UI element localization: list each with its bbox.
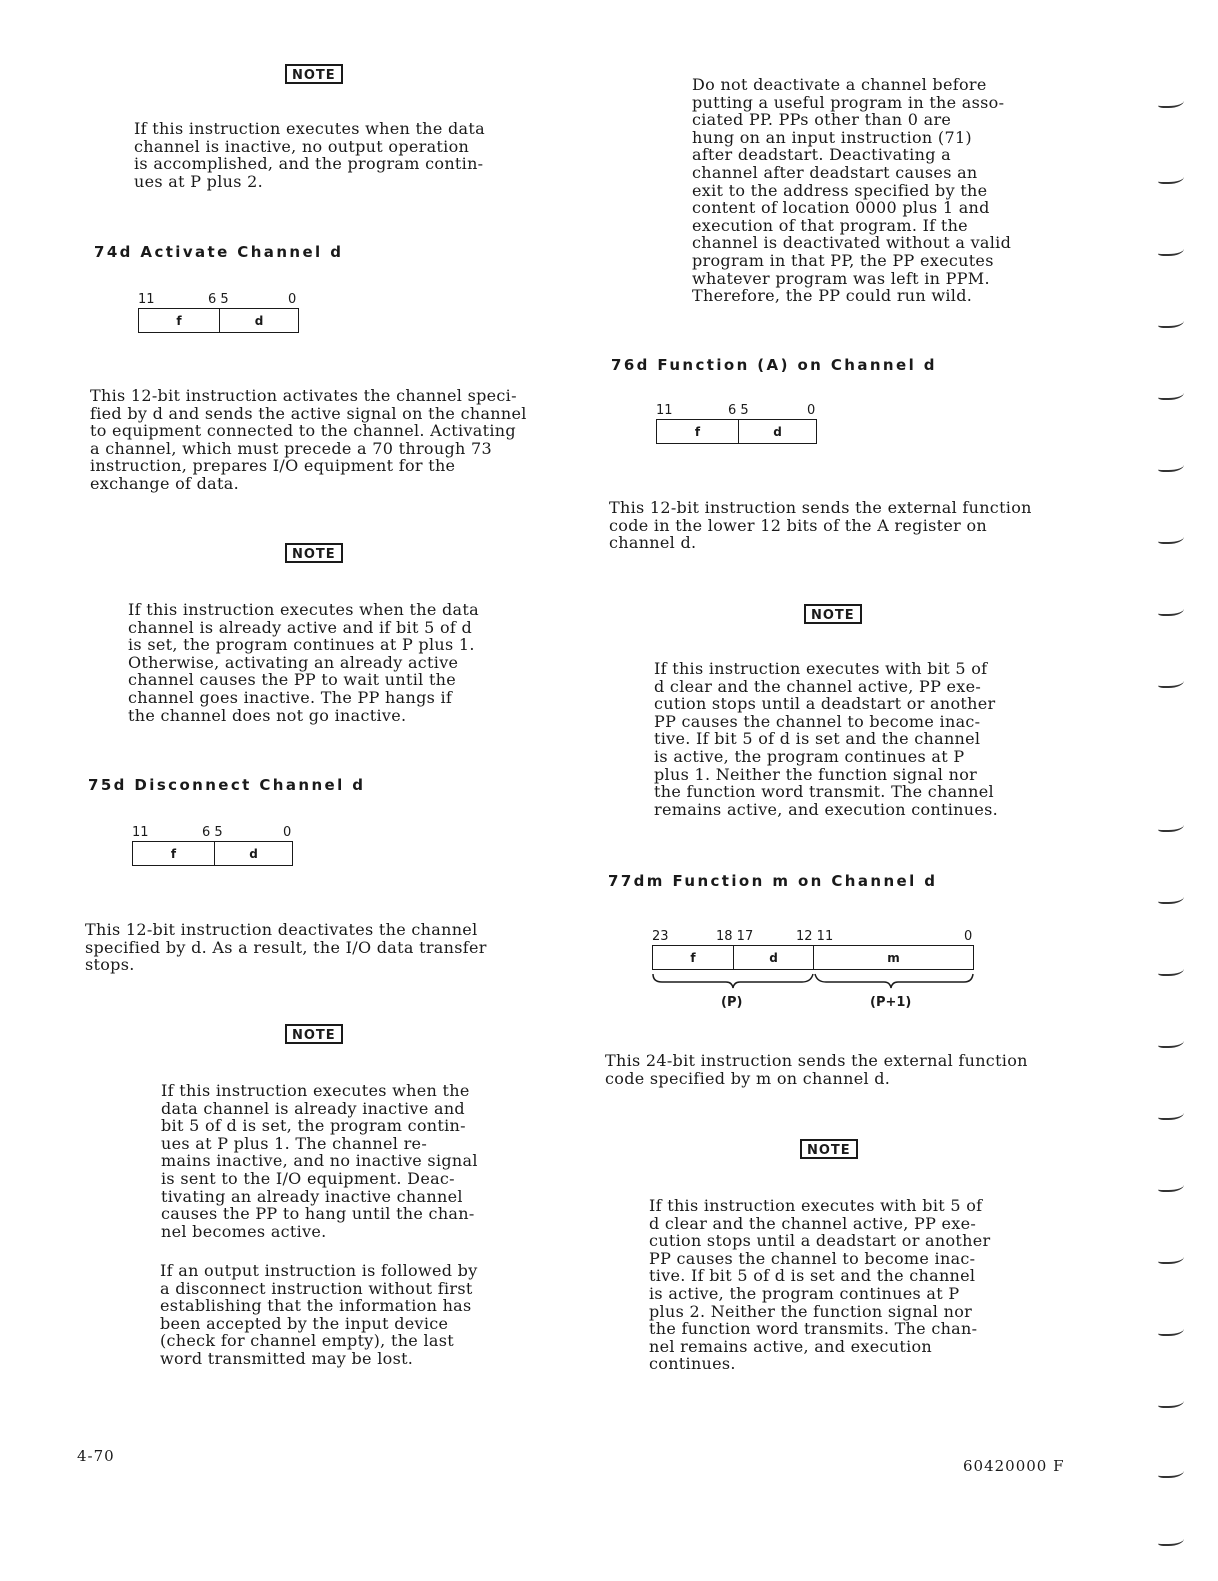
binding-mark [1158,1036,1184,1048]
field-d: d [219,309,298,332]
bit-label: 11 [656,403,673,418]
bit-label: 11 [132,825,149,840]
note-label: NOTE [804,604,862,624]
bit-label: 0 [964,929,973,944]
field-f: f [170,846,177,861]
note-label: NOTE [285,543,343,563]
field-f: f [694,424,701,439]
note-label: NOTE [285,64,343,84]
note-text: If this instruction executes with bit 5 of d clear and the channel active, PP exe- cution stops until a deadstart or another PP causes the channel to become inac- tive. If bit 5 of d is set and the channel is active, the program continues at P plus 1. Neither the function signal nor the function word transmit. The channel remains active, and execution continues. [654,659,999,819]
note-text: If this instruction executes when the data channel is inactive, no output operation is accomplished, and the program contin- ues at P plus 2. [134,119,485,191]
note-text: If this instruction executes when the data channel is already inactive and bit 5 of d is set, the program contin- ues at P plus 1. The channel re- mains inactive, and no inactive signal is sent to the I/O equipment. Deac- tivating an already inactive channel causes the PP to hang until the chan- nel becomes active. [161,1081,478,1241]
binding-mark [1158,892,1184,904]
bit-label: 0 [283,825,292,840]
field-f: f [176,313,182,328]
document-number: 60420000 F [963,1457,1065,1475]
binding-mark [1158,676,1184,688]
section-heading-74d: 74d Activate Channel d [94,243,344,261]
binding-mark [1158,1324,1184,1336]
bit-label: 6 5 [728,403,749,418]
note-label: NOTE [285,1024,343,1044]
binding-mark [1158,1180,1184,1192]
binding-mark [1158,388,1184,400]
brace-p-plus-1 [815,974,973,988]
binding-mark [1158,532,1184,544]
section-heading-76d: 76d Function (A) on Channel d [611,356,937,374]
binding-mark [1158,244,1184,256]
bit-label: 18 17 [716,929,754,944]
bit-label: 0 [807,403,816,418]
section-heading-75d: 75d Disconnect Channel d [88,776,366,794]
brace-label: (P) [721,995,743,1010]
bit-label: 0 [288,292,297,307]
binding-mark [1158,1252,1184,1264]
note-text: If this instruction executes when the data channel is already active and if bit 5 of d is set, the program continues at P plus 1. Otherwise, activating an already active channel causes the PP to wait until the channel goes inactive. The PP hangs if the channel does not go inactive. [128,600,479,725]
binding-mark [1158,820,1184,832]
binding-mark [1158,96,1184,108]
bit-label: 12 11 [796,929,834,944]
field-d: d [733,946,813,969]
binding-mark [1158,604,1184,616]
section-body-77dm: This 24-bit instruction sends the external function code specified by m on channel d. [605,1051,1028,1088]
field-f: f [690,950,696,965]
section-body-75d: This 12-bit instruction deactivates the channel specified by d. As a result, the I/O data transfer stops. [85,920,487,975]
section-heading-77dm: 77dm Function m on Channel d [608,872,938,890]
binding-mark [1158,316,1184,328]
field-d: d [214,842,292,865]
continued-note-text: Do not deactivate a channel before putting a useful program in the asso- ciated PP. PPs other than 0 are hung on an input instruction (71) after deadstart. Deactivating a channel after deadstart causes an exit to the address specified by the content of location 0000 plus 1 and execution of that program. If the channel is deactivated without a valid program in that PP, the PP executes whatever program was left in PPM. Therefore, the PP could run wild. [692,75,1012,306]
bit-label: 11 [138,292,155,307]
bit-label: 23 [652,929,669,944]
brace-label: (P+1) [870,995,912,1010]
binding-mark [1158,1108,1184,1120]
binding-mark [1158,172,1184,184]
binding-mark [1158,1396,1184,1408]
binding-mark [1158,964,1184,976]
note-label: NOTE [800,1139,858,1159]
binding-mark [1158,1466,1184,1478]
bit-label: 6 5 [208,292,229,307]
binding-mark [1158,460,1184,472]
brace-p [653,974,813,988]
section-body-74d: This 12-bit instruction activates the channel speci- fied by d and sends the active signal on the channel to equipment connected to the channel. Activating a channel, which must precede a 70 through 73 instruction, prepares I/O equipment for the exchange of data. [90,386,527,493]
binding-mark [1158,1534,1184,1546]
note-text: If an output instruction is followed by a disconnect instruction without first establishing that the information has been accepted by the input device (check for channel empty), the last word transmitted may be lost. [160,1261,478,1368]
field-m: m [813,946,973,969]
field-d: d [738,420,816,443]
page-number: 4-70 [77,1447,115,1465]
bit-label: 6 5 [202,825,223,840]
word-braces [652,973,976,989]
note-text: If this instruction executes with bit 5 of d clear and the channel active, PP exe- cution stops until a deadstart or another PP causes the channel to become inac- tive. If bit 5 of d is set and the channel is active, the program continues at P plus 2. Neither the function signal nor the function word transmits. The chan- nel remains active, and execution continues. [649,1196,991,1374]
section-body-76d: This 12-bit instruction sends the external function code in the lower 12 bits of the A register on channel d. [609,498,1032,553]
